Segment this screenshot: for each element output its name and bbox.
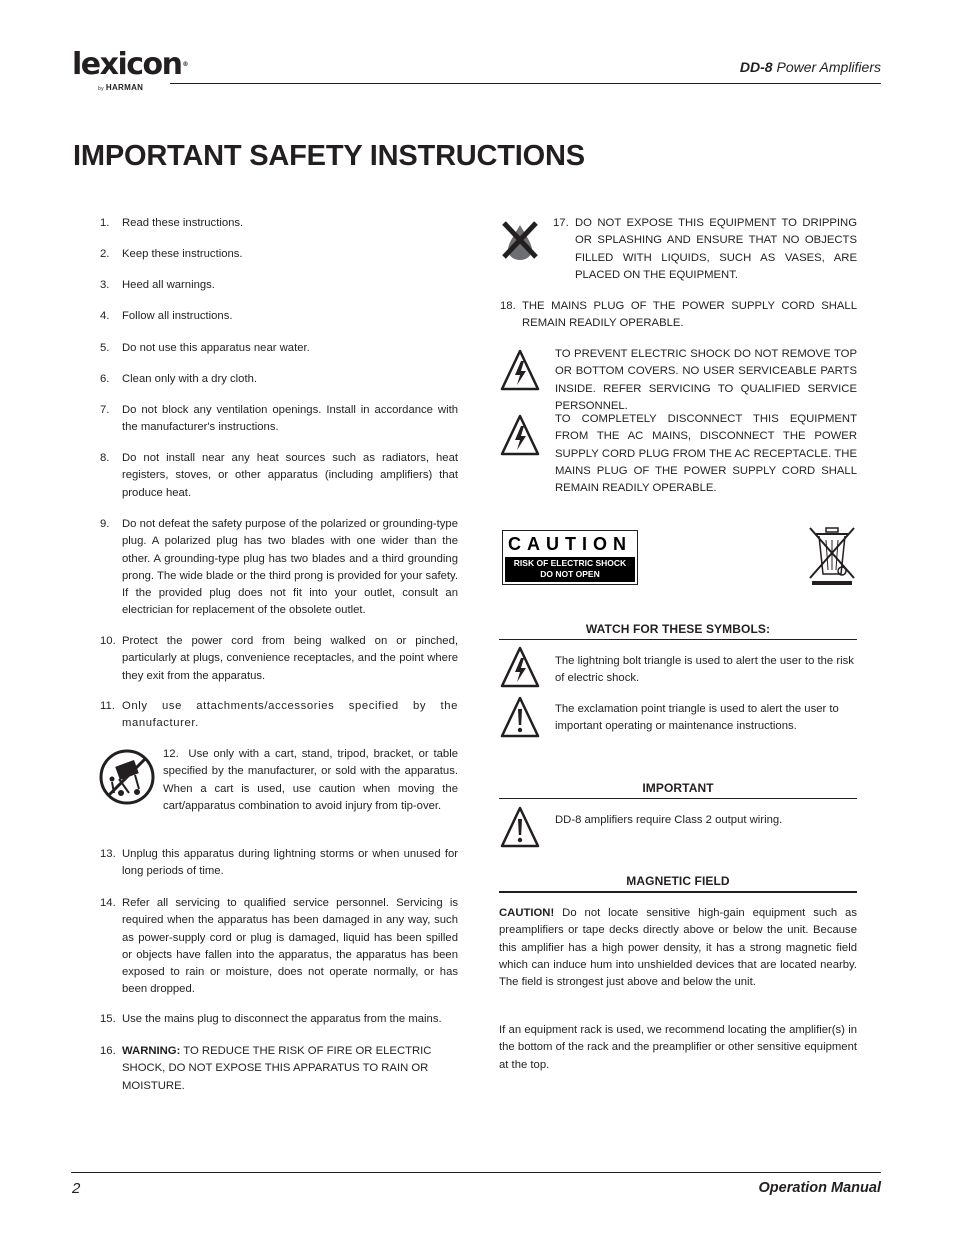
important-heading: IMPORTANT [642, 781, 714, 795]
caution-label [502, 530, 638, 585]
no-liquid-icon [501, 219, 539, 261]
brand-name: lexicon [72, 47, 182, 82]
exclamation-triangle-icon [500, 806, 540, 848]
important-text: DD-8 amplifiers require Class 2 output wiring. [555, 814, 783, 826]
magnetic-paragraph-2: If an equipment rack is used, we recommend locating the amplifier(s) in the bottom of the rack and the preamplifier or other sensitive equipment at the top. [499, 1024, 857, 1071]
magnetic-heading: MAGNETIC FIELD [626, 874, 730, 888]
weee-bin-icon [806, 524, 858, 586]
product-model: DD-8 [739, 59, 773, 75]
shock-note: TO PREVENT ELECTRIC SHOCK DO NOT REMOVE TOP OR BOTTOM COVERS. NO USER SERVICEABLE PARTS INSIDE. REFER SERVICING TO QUALIFIED SERVICE PERSONNEL. [555, 348, 857, 412]
header-product [740, 59, 881, 75]
footer-manual-title: Operation Manual [758, 1180, 881, 1196]
lexicon-logo: lexicon® by HARMAN [72, 47, 188, 92]
symbols-rule [499, 639, 857, 640]
caution-line-2: DO NOT OPEN [540, 569, 600, 579]
cart-warning-icon [99, 749, 155, 805]
list-item: 12. Use only with a cart, stand, tripod, bracket, or table specified by the manufacturer, or sold with the apparatus. When a cart is used, use caution when moving the cart/apparatus combination to avoid injury from tip-over. [163, 748, 458, 812]
page-number: 2 [72, 1180, 81, 1197]
product-type: Power Amplifiers [772, 59, 881, 75]
lightning-triangle-icon [500, 414, 540, 456]
disconnect-note: TO COMPLETELY DISCONNECT THIS EQUIPMENT FROM THE AC MAINS, DISCONNECT THE POWER SUPPLY CORD PLUG FROM THE AC RECEPTACLE. THE MAINS PLUG OF THE POWER SUPPLY CORD SHALL REMAIN READILY OPERABLE. [555, 413, 857, 495]
magnetic-rule [499, 891, 857, 893]
exclamation-triangle-icon [500, 696, 540, 738]
page-title: IMPORTANT SAFETY INSTRUCTIONS [73, 140, 585, 172]
header-divider [170, 83, 881, 84]
lightning-triangle-icon [500, 646, 540, 688]
caution-line-1: RISK OF ELECTRIC SHOCK [513, 558, 627, 568]
magnetic-paragraph-1: CAUTION! Do not locate sensitive high-gain equipment such as preamplifiers or tape decks directly above or below the unit. Because this amplifier has a high power density, it has a strong magnetic field which can induce hum into unshielded devices that are located nearby. The field is strongest just above and below the unit. [499, 907, 857, 989]
symbols-heading: WATCH FOR THESE SYMBOLS: [585, 622, 771, 636]
caution-title: CAUTION [508, 534, 632, 554]
lightning-triangle-icon [500, 349, 540, 391]
warning-label: WARNING: [122, 1045, 181, 1057]
brand-by-prefix: by [98, 86, 104, 92]
footer-divider [71, 1172, 881, 1173]
exclamation-description: The exclamation point triangle is used to alert the user to important operating or maintenance instructions. [555, 703, 839, 733]
lightning-description: The lightning bolt triangle is used to alert the user to the risk of electric shock. [555, 655, 854, 685]
important-rule [499, 798, 857, 799]
brand-harman: HARMAN [105, 83, 144, 92]
magnetic-caution-label: CAUTION! [499, 907, 555, 919]
